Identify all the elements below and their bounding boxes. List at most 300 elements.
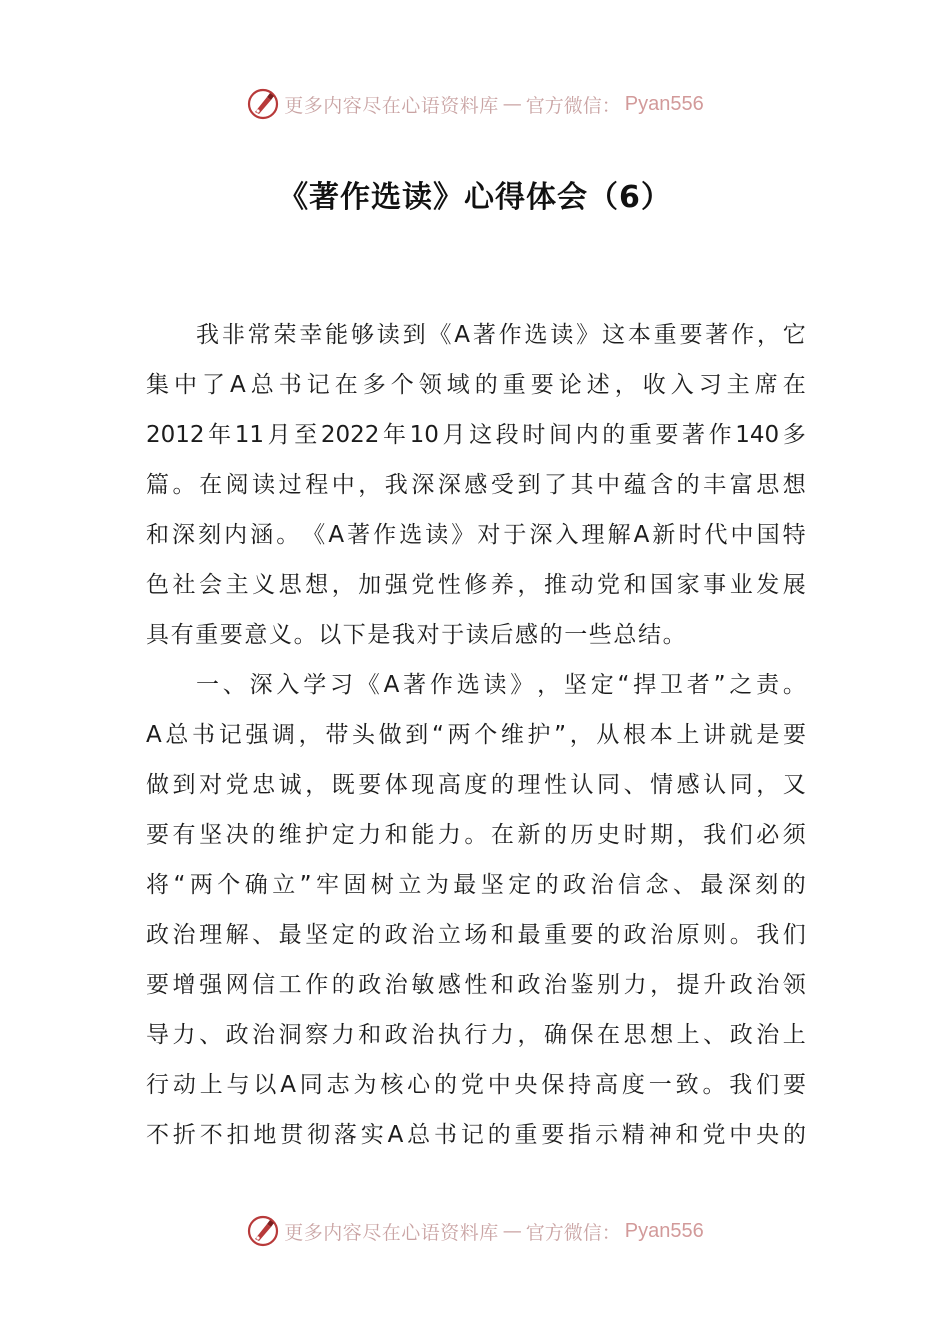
text-glyph: A <box>633 522 650 548</box>
text-glyph: 治 <box>411 1022 435 1048</box>
text-glyph: 政 <box>384 922 408 948</box>
text-glyph: 解 <box>225 922 249 948</box>
text-glyph: 保 <box>541 1072 565 1098</box>
banner-brand-text: 更多内容尽在心语资料库 <box>284 1221 499 1244</box>
text-glyph: 在 <box>490 822 514 848</box>
text-glyph: 党 <box>597 572 621 598</box>
text-glyph: 到 <box>517 472 541 498</box>
text-glyph: 记 <box>306 372 330 398</box>
text-glyph: 场 <box>464 922 488 948</box>
text-glyph: 的 <box>543 822 567 848</box>
text-glyph: 和 <box>146 522 169 548</box>
text-glyph: 中 <box>487 1072 511 1098</box>
text-glyph: 读 <box>483 672 507 698</box>
text-glyph: 动 <box>172 1072 196 1098</box>
document-body <box>146 310 806 1160</box>
text-glyph: 高 <box>595 1072 619 1098</box>
text-glyph: 。 <box>729 922 753 948</box>
text-glyph: 到 <box>405 722 429 748</box>
text-glyph: 要 <box>570 922 594 948</box>
text-glyph: 强 <box>199 972 223 998</box>
text-glyph: 国 <box>650 572 674 598</box>
text-glyph: 央 <box>514 1072 538 1098</box>
text-glyph: 治 <box>172 922 196 948</box>
text-glyph: 和 <box>623 572 647 598</box>
text-glyph: 责 <box>756 672 780 698</box>
text-glyph: 要 <box>782 722 806 748</box>
text-glyph: 一 <box>196 672 219 698</box>
text-glyph: 荣 <box>273 322 297 348</box>
text-glyph: 落 <box>333 1122 357 1148</box>
text-glyph: 别 <box>597 972 621 998</box>
body-line <box>146 910 806 960</box>
text-glyph: 强 <box>384 572 408 598</box>
text-glyph: 两 <box>447 722 471 748</box>
text-glyph: 卫 <box>660 672 683 698</box>
text-glyph: 月 <box>442 422 466 448</box>
text-glyph: 政 <box>384 1022 408 1048</box>
text-glyph: 政 <box>225 1022 249 1048</box>
text-glyph: 之 <box>729 672 753 698</box>
text-glyph: 重 <box>628 422 652 448</box>
text-glyph: 书 <box>434 1122 458 1148</box>
banner-wechat-label: 官方微信： <box>525 94 621 117</box>
text-glyph: 最 <box>700 872 724 898</box>
text-glyph: 牢 <box>316 872 340 898</box>
text-glyph: 收 <box>642 372 666 398</box>
text-glyph: ， <box>517 1022 541 1048</box>
text-glyph: 不 <box>146 1122 169 1148</box>
text-glyph: 领 <box>782 972 806 998</box>
text-glyph: 新 <box>517 822 541 848</box>
text-glyph: 间 <box>548 422 572 448</box>
text-glyph: 家 <box>676 572 700 598</box>
text-glyph: 够 <box>350 322 374 348</box>
text-glyph: ” <box>299 872 312 898</box>
text-glyph: 工 <box>278 972 302 998</box>
text-glyph: 这 <box>601 322 625 348</box>
body-line <box>146 1060 806 1110</box>
text-glyph: 原 <box>676 922 700 948</box>
text-glyph: 党 <box>225 772 249 798</box>
text-glyph: 政 <box>729 972 753 998</box>
banner-dash: — <box>502 93 522 115</box>
text-glyph: 敏 <box>411 972 435 998</box>
text-glyph: 学 <box>303 672 327 698</box>
text-glyph: 定 <box>331 922 355 948</box>
text-glyph: 义 <box>252 572 276 598</box>
text-glyph: ， <box>614 372 638 398</box>
text-glyph: ” <box>554 722 567 748</box>
text-glyph: 国 <box>756 522 780 548</box>
text-glyph: 调 <box>272 722 296 748</box>
text-glyph: 的 <box>434 1072 458 1098</box>
text-glyph: 时 <box>623 822 647 848</box>
text-glyph: 确 <box>244 872 268 898</box>
banner-wechat-id: Pyan556 <box>624 92 704 115</box>
text-glyph: 治 <box>411 922 435 948</box>
text-glyph: 著 <box>705 322 729 348</box>
text-glyph: 重 <box>653 322 677 348</box>
text-glyph: 贯 <box>280 1122 304 1148</box>
text-glyph: 140 <box>735 422 780 448</box>
section-heading-line <box>146 660 806 710</box>
text-glyph: 心 <box>407 1072 431 1098</box>
text-glyph: 过 <box>278 472 302 498</box>
text-glyph: 时 <box>678 522 702 548</box>
text-glyph: 信 <box>252 972 276 998</box>
text-glyph: 政 <box>517 972 541 998</box>
text-glyph: 扣 <box>226 1122 250 1148</box>
text-glyph: 志 <box>326 1072 350 1098</box>
text-glyph: 述 <box>586 372 610 398</box>
text-glyph: ， <box>569 722 593 748</box>
text-glyph: 选 <box>524 322 548 348</box>
text-glyph: 网 <box>225 972 249 998</box>
text-glyph: 的 <box>474 372 498 398</box>
text-glyph: 。 <box>702 1072 726 1098</box>
banner-wechat-label: 官方微信： <box>525 1221 621 1244</box>
text-glyph: 内 <box>575 422 599 448</box>
text-glyph: “ <box>617 672 630 698</box>
text-glyph: 发 <box>756 572 780 598</box>
text-glyph: 坚 <box>563 672 587 698</box>
text-glyph: A <box>387 1122 404 1148</box>
text-glyph: 深 <box>727 872 751 898</box>
text-glyph: A <box>146 722 162 748</box>
text-glyph: 著 <box>403 672 427 698</box>
text-glyph: 一 <box>648 1072 672 1098</box>
text-glyph: 涵 <box>250 522 274 548</box>
text-glyph: 持 <box>568 1072 592 1098</box>
text-glyph: 上 <box>676 1022 700 1048</box>
banner-wechat-id: Pyan556 <box>624 1219 704 1242</box>
text-glyph: 读 <box>425 522 449 548</box>
text-glyph: ， <box>676 822 700 848</box>
text-glyph: 治 <box>590 872 614 898</box>
body-line <box>146 560 806 610</box>
text-glyph: 不 <box>199 1122 223 1148</box>
text-glyph: 、 <box>703 1022 727 1048</box>
text-glyph: 在 <box>782 372 806 398</box>
text-glyph: 同 <box>729 772 753 798</box>
text-glyph: 思 <box>756 472 780 498</box>
text-glyph: 丰 <box>703 472 727 498</box>
text-glyph: 度 <box>464 772 488 798</box>
text-glyph: 彻 <box>307 1122 331 1148</box>
text-glyph: 我 <box>384 472 408 498</box>
text-glyph: 刻 <box>198 522 222 548</box>
text-glyph: ， <box>331 572 355 598</box>
text-glyph: 固 <box>343 872 367 898</box>
text-glyph: “ <box>431 722 444 748</box>
text-glyph: 的 <box>331 972 355 998</box>
text-glyph: ， <box>756 772 780 798</box>
text-glyph: 论 <box>558 372 582 398</box>
text-glyph: 思 <box>623 1022 647 1048</box>
text-glyph: 至 <box>294 422 318 448</box>
text-glyph: 中 <box>730 522 754 548</box>
text-glyph: 作 <box>498 322 522 348</box>
text-glyph: A <box>454 322 471 348</box>
text-glyph: 感 <box>437 972 461 998</box>
text-glyph: 含 <box>650 472 674 498</box>
text-glyph: 习 <box>329 672 353 698</box>
text-glyph: 力 <box>490 1022 514 1048</box>
text-glyph: 幸 <box>299 322 323 348</box>
text-glyph: 上 <box>199 1072 223 1098</box>
text-glyph: 必 <box>756 822 780 848</box>
text-glyph: 期 <box>650 822 674 848</box>
text-glyph: 主 <box>726 372 750 398</box>
text-glyph: 带 <box>325 722 349 748</box>
text-glyph: 党 <box>460 1072 484 1098</box>
text-glyph: 力 <box>358 822 382 848</box>
text-glyph: 席 <box>754 372 778 398</box>
text-glyph: 的 <box>252 822 276 848</box>
text-glyph: 力 <box>437 822 461 848</box>
text-glyph: 我 <box>756 922 780 948</box>
text-glyph: 年 <box>208 422 232 448</box>
text-glyph: 阅 <box>225 472 249 498</box>
text-glyph: 的 <box>602 422 626 448</box>
text-glyph: 其 <box>570 472 594 498</box>
text-glyph: 史 <box>597 822 621 848</box>
text-glyph: 入 <box>670 372 694 398</box>
text-glyph: 》 <box>576 322 600 348</box>
text-glyph: 维 <box>278 822 302 848</box>
body-line: 具有重要意义。以下是我对于读后感的一些总结。 <box>146 622 688 648</box>
text-glyph: 认 <box>703 772 727 798</box>
text-glyph: 做 <box>378 722 402 748</box>
banner-dash: — <box>502 1220 522 1242</box>
text-glyph: 同 <box>299 1072 323 1098</box>
text-glyph: 记 <box>460 1122 484 1148</box>
text-glyph: 作 <box>429 672 453 698</box>
text-glyph: 定 <box>331 822 355 848</box>
text-glyph: ， <box>537 672 561 698</box>
text-glyph: 、 <box>672 872 696 898</box>
text-glyph: 特 <box>782 522 806 548</box>
text-glyph: 要 <box>530 372 554 398</box>
text-glyph: 和 <box>490 922 514 948</box>
text-glyph: 这 <box>469 422 493 448</box>
text-glyph: 记 <box>218 722 242 748</box>
text-glyph: 就 <box>729 722 753 748</box>
text-glyph: 护 <box>305 822 329 848</box>
text-glyph: 对 <box>199 772 223 798</box>
body-line <box>146 960 806 1010</box>
text-glyph: 。 <box>276 522 300 548</box>
body-line <box>146 310 806 360</box>
text-glyph: 和 <box>675 1122 699 1148</box>
text-glyph: 洞 <box>278 1022 302 1048</box>
text-glyph: 月 <box>267 422 291 448</box>
text-glyph: 强 <box>245 722 269 748</box>
text-glyph: 性 <box>543 772 567 798</box>
text-glyph: 、 <box>623 772 647 798</box>
text-glyph: 领 <box>418 372 442 398</box>
text-glyph: 情 <box>650 772 674 798</box>
text-glyph: 读 <box>550 322 574 348</box>
text-glyph: 坚 <box>199 822 223 848</box>
text-glyph: 业 <box>729 572 753 598</box>
text-glyph: 为 <box>425 872 449 898</box>
text-glyph: 养 <box>490 572 514 598</box>
text-glyph: 政 <box>146 922 169 948</box>
text-glyph: 段 <box>495 422 519 448</box>
text-glyph: 现 <box>411 772 435 798</box>
text-glyph: A <box>280 1072 296 1098</box>
text-glyph: 社 <box>172 572 196 598</box>
text-glyph: 的 <box>597 922 621 948</box>
text-glyph: A <box>328 522 345 548</box>
text-glyph: 地 <box>253 1122 277 1148</box>
text-glyph: 选 <box>456 672 480 698</box>
text-glyph: A <box>383 672 400 698</box>
text-glyph: 讲 <box>703 722 727 748</box>
text-glyph: 治 <box>543 972 567 998</box>
text-glyph: 精 <box>621 1122 645 1148</box>
text-glyph: 2012 <box>146 422 205 448</box>
pen-nib-logo-icon <box>246 1214 280 1248</box>
text-glyph: 深 <box>411 472 435 498</box>
text-glyph: 治 <box>756 972 780 998</box>
text-glyph: 认 <box>570 772 594 798</box>
text-glyph: 要 <box>146 822 169 848</box>
text-glyph: 书 <box>278 372 302 398</box>
text-glyph: 》 <box>510 672 534 698</box>
text-glyph: 的 <box>487 1122 511 1148</box>
text-glyph: 了 <box>202 372 225 398</box>
text-glyph: 要 <box>146 972 169 998</box>
text-glyph: 要 <box>358 772 382 798</box>
text-glyph: 选 <box>399 522 423 548</box>
text-glyph: 示 <box>595 1122 619 1148</box>
body-line <box>146 460 806 510</box>
text-glyph: A <box>230 372 246 398</box>
text-glyph: 总 <box>407 1122 431 1148</box>
text-glyph: 们 <box>729 822 753 848</box>
text-glyph: 立 <box>437 922 461 948</box>
banner-brand-text: 更多内容尽在心语资料库 <box>284 94 499 117</box>
text-glyph: 个 <box>474 722 498 748</box>
text-glyph: 总 <box>250 372 274 398</box>
text-glyph: 捍 <box>633 672 657 698</box>
text-glyph: 会 <box>199 572 223 598</box>
text-glyph: 年 <box>383 422 407 448</box>
text-glyph: 中 <box>331 472 355 498</box>
text-glyph: 篇 <box>146 472 169 498</box>
text-glyph: 中 <box>729 1122 753 1148</box>
footer-banner <box>0 1211 950 1251</box>
text-glyph: 代 <box>704 522 728 548</box>
text-glyph: 指 <box>568 1122 592 1148</box>
text-glyph: 域 <box>446 372 470 398</box>
text-glyph: 导 <box>146 1022 169 1048</box>
text-glyph: 有 <box>172 822 196 848</box>
text-glyph: ， <box>305 772 329 798</box>
text-glyph: 要 <box>655 422 679 448</box>
text-glyph: 它 <box>782 322 806 348</box>
text-glyph: 要 <box>679 322 703 348</box>
text-glyph: 的 <box>782 1122 806 1148</box>
text-glyph: 于 <box>503 522 527 548</box>
text-glyph: 为 <box>353 1072 377 1098</box>
text-glyph: 致 <box>675 1072 699 1098</box>
text-glyph: 思 <box>278 572 302 598</box>
text-glyph: 的 <box>490 772 514 798</box>
text-glyph: 我 <box>196 322 219 348</box>
text-glyph: 实 <box>360 1122 384 1148</box>
body-line <box>146 760 806 810</box>
text-glyph: 力 <box>623 972 647 998</box>
text-glyph: 既 <box>331 772 355 798</box>
text-glyph: 想 <box>650 1022 674 1048</box>
text-glyph: ， <box>756 322 780 348</box>
text-glyph: 头 <box>351 722 375 748</box>
text-glyph: 念 <box>645 872 669 898</box>
body-line <box>146 810 806 860</box>
text-glyph: 推 <box>543 572 567 598</box>
text-glyph: 集 <box>146 372 169 398</box>
text-glyph: 感 <box>464 472 488 498</box>
text-glyph: “ <box>173 872 186 898</box>
body-line <box>146 860 806 910</box>
text-glyph: 多 <box>362 372 386 398</box>
text-glyph: 须 <box>782 822 806 848</box>
text-glyph: 了 <box>543 472 567 498</box>
text-glyph: 的 <box>358 922 382 948</box>
text-glyph: 能 <box>325 322 349 348</box>
text-glyph: 执 <box>437 1022 461 1048</box>
text-glyph: 政 <box>623 922 647 948</box>
body-line <box>146 360 806 410</box>
text-glyph: 保 <box>570 1022 594 1048</box>
text-glyph: 的 <box>535 872 559 898</box>
text-glyph: 。 <box>464 822 488 848</box>
text-glyph: 政 <box>358 972 382 998</box>
text-glyph: 同 <box>597 772 621 798</box>
text-glyph: 新 <box>652 522 676 548</box>
text-glyph: 坚 <box>305 922 329 948</box>
text-glyph: 高 <box>437 772 461 798</box>
text-glyph: 修 <box>464 572 488 598</box>
text-glyph: 加 <box>358 572 382 598</box>
text-glyph: 程 <box>305 472 329 498</box>
text-glyph: 诚 <box>278 772 302 798</box>
text-glyph: 党 <box>411 572 435 598</box>
text-glyph: 党 <box>702 1122 726 1148</box>
text-glyph: 治 <box>384 972 408 998</box>
text-glyph: 内 <box>224 522 248 548</box>
pen-nib-logo-icon <box>246 87 280 121</box>
body-line <box>146 1010 806 1060</box>
text-glyph: 习 <box>698 372 722 398</box>
text-glyph: 根 <box>623 722 647 748</box>
text-glyph: 。 <box>172 472 196 498</box>
text-glyph: 性 <box>464 972 488 998</box>
text-glyph: 理 <box>517 772 541 798</box>
text-glyph: ， <box>298 722 322 748</box>
text-glyph: 维 <box>500 722 524 748</box>
text-glyph: 在 <box>199 472 223 498</box>
text-glyph: 读 <box>252 472 276 498</box>
text-glyph: 11 <box>234 422 265 448</box>
text-glyph: 立 <box>398 872 422 898</box>
text-glyph: 深 <box>529 522 553 548</box>
text-glyph: 刻 <box>755 872 779 898</box>
